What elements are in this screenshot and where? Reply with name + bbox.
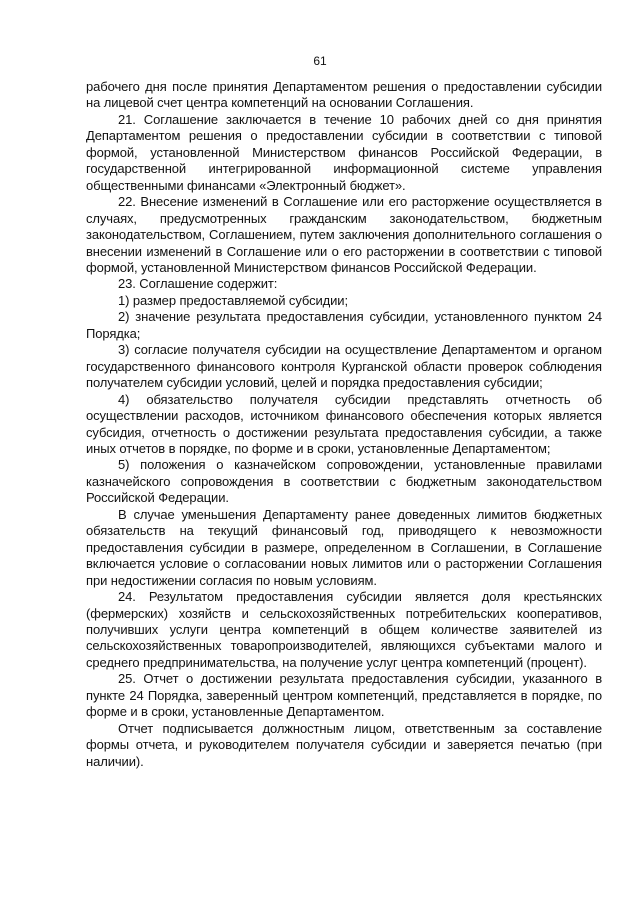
- paragraph-continuation: рабочего дня после принятия Департаментом решения о предоставлении субсидии на лицевой счет центра компетенций на основании Соглашения.: [86, 79, 602, 111]
- paragraph-clause-23: 23. Соглашение содержит:: [118, 276, 278, 292]
- paragraph-clause-25: 25. Отчет о достижении результата предоставления субсидии, указанного в пункте 24 Порядка, заверенный центром компетенций, представляется в порядке, по форме и в сроки, установленные Департаментом.: [86, 671, 602, 720]
- page-number: 61: [313, 54, 327, 68]
- list-item-1: 1) размер предоставляемой субсидии;: [118, 292, 348, 308]
- paragraph-clause-21: 21. Соглашение заключается в течение 10 рабочих дней со дня принятия Департаментом решения о предоставлении субсидии в соответствии с типовой формой, установленной Министерством финансов Российской Федерации, в государственной интегрированной информационной системе управления общественными финансами «Электронный бюджет».: [86, 111, 602, 193]
- list-item-3: 3) согласие получателя субсидии на осуществление Департаментом и органом государственного финансового контроля Курганской области проверок соблюдения получателем субсидии условий, целей и порядка предоставления субсидии;: [86, 342, 602, 391]
- list-item-2: 2) значение результата предоставления субсидии, установленного пунктом 24 Порядка;: [86, 309, 602, 341]
- document-body: [86, 79, 602, 770]
- list-item-4: 4) обязательство получателя субсидии представлять отчетность об осуществлении расходов, источником финансового обеспечения которых является субсидия, отчетность о достижении результата предоставления субсидии, а также иных отчетов в порядке, по форме и в сроки, установленные Департаментом;: [86, 391, 602, 456]
- paragraph-report-signing: Отчет подписывается должностным лицом, ответственным за составление формы отчета, и руководителем получателя субсидии и заверяется печатью (при наличии).: [86, 720, 602, 769]
- paragraph-clause-22: 22. Внесение изменений в Соглашение или его расторжение осуществляется в случаях, предусмотренных гражданским законодательством, бюджетным законодательством, Соглашением, путем заключения дополнительного соглашения о внесении изменений в Соглашение или о его расторжении в соответствии с типовой формой, установленной Министерством финансов Российской Федерации.: [86, 194, 602, 275]
- list-item-5: 5) положения о казначейском сопровождении, установленные правилами казначейского сопровождения в соответствии с бюджетным законодательством Российской Федерации.: [86, 457, 602, 506]
- paragraph-clause-24: 24. Результатом предоставления субсидии является доля крестьянских (фермерских) хозяйств и сельскохозяйственных потребительских кооперативов, получивших услуги центра компетенций в общем количестве заявителей из сельскохозяйственных товаропроизводителей, являющихся субъектами малого и среднего предпринимательства, на получение услуг центра компетенций (процент).: [86, 589, 602, 670]
- paragraph-limits-reduction: В случае уменьшения Департаменту ранее доведенных лимитов бюджетных обязательств на текущий финансовый год, приводящего к невозможности предоставления субсидии в размере, определенном в Соглашении, в Соглашение включается условие о согласовании новых лимитов или о расторжении Соглашения при недостижении согласия по новым условиям.: [86, 506, 602, 588]
